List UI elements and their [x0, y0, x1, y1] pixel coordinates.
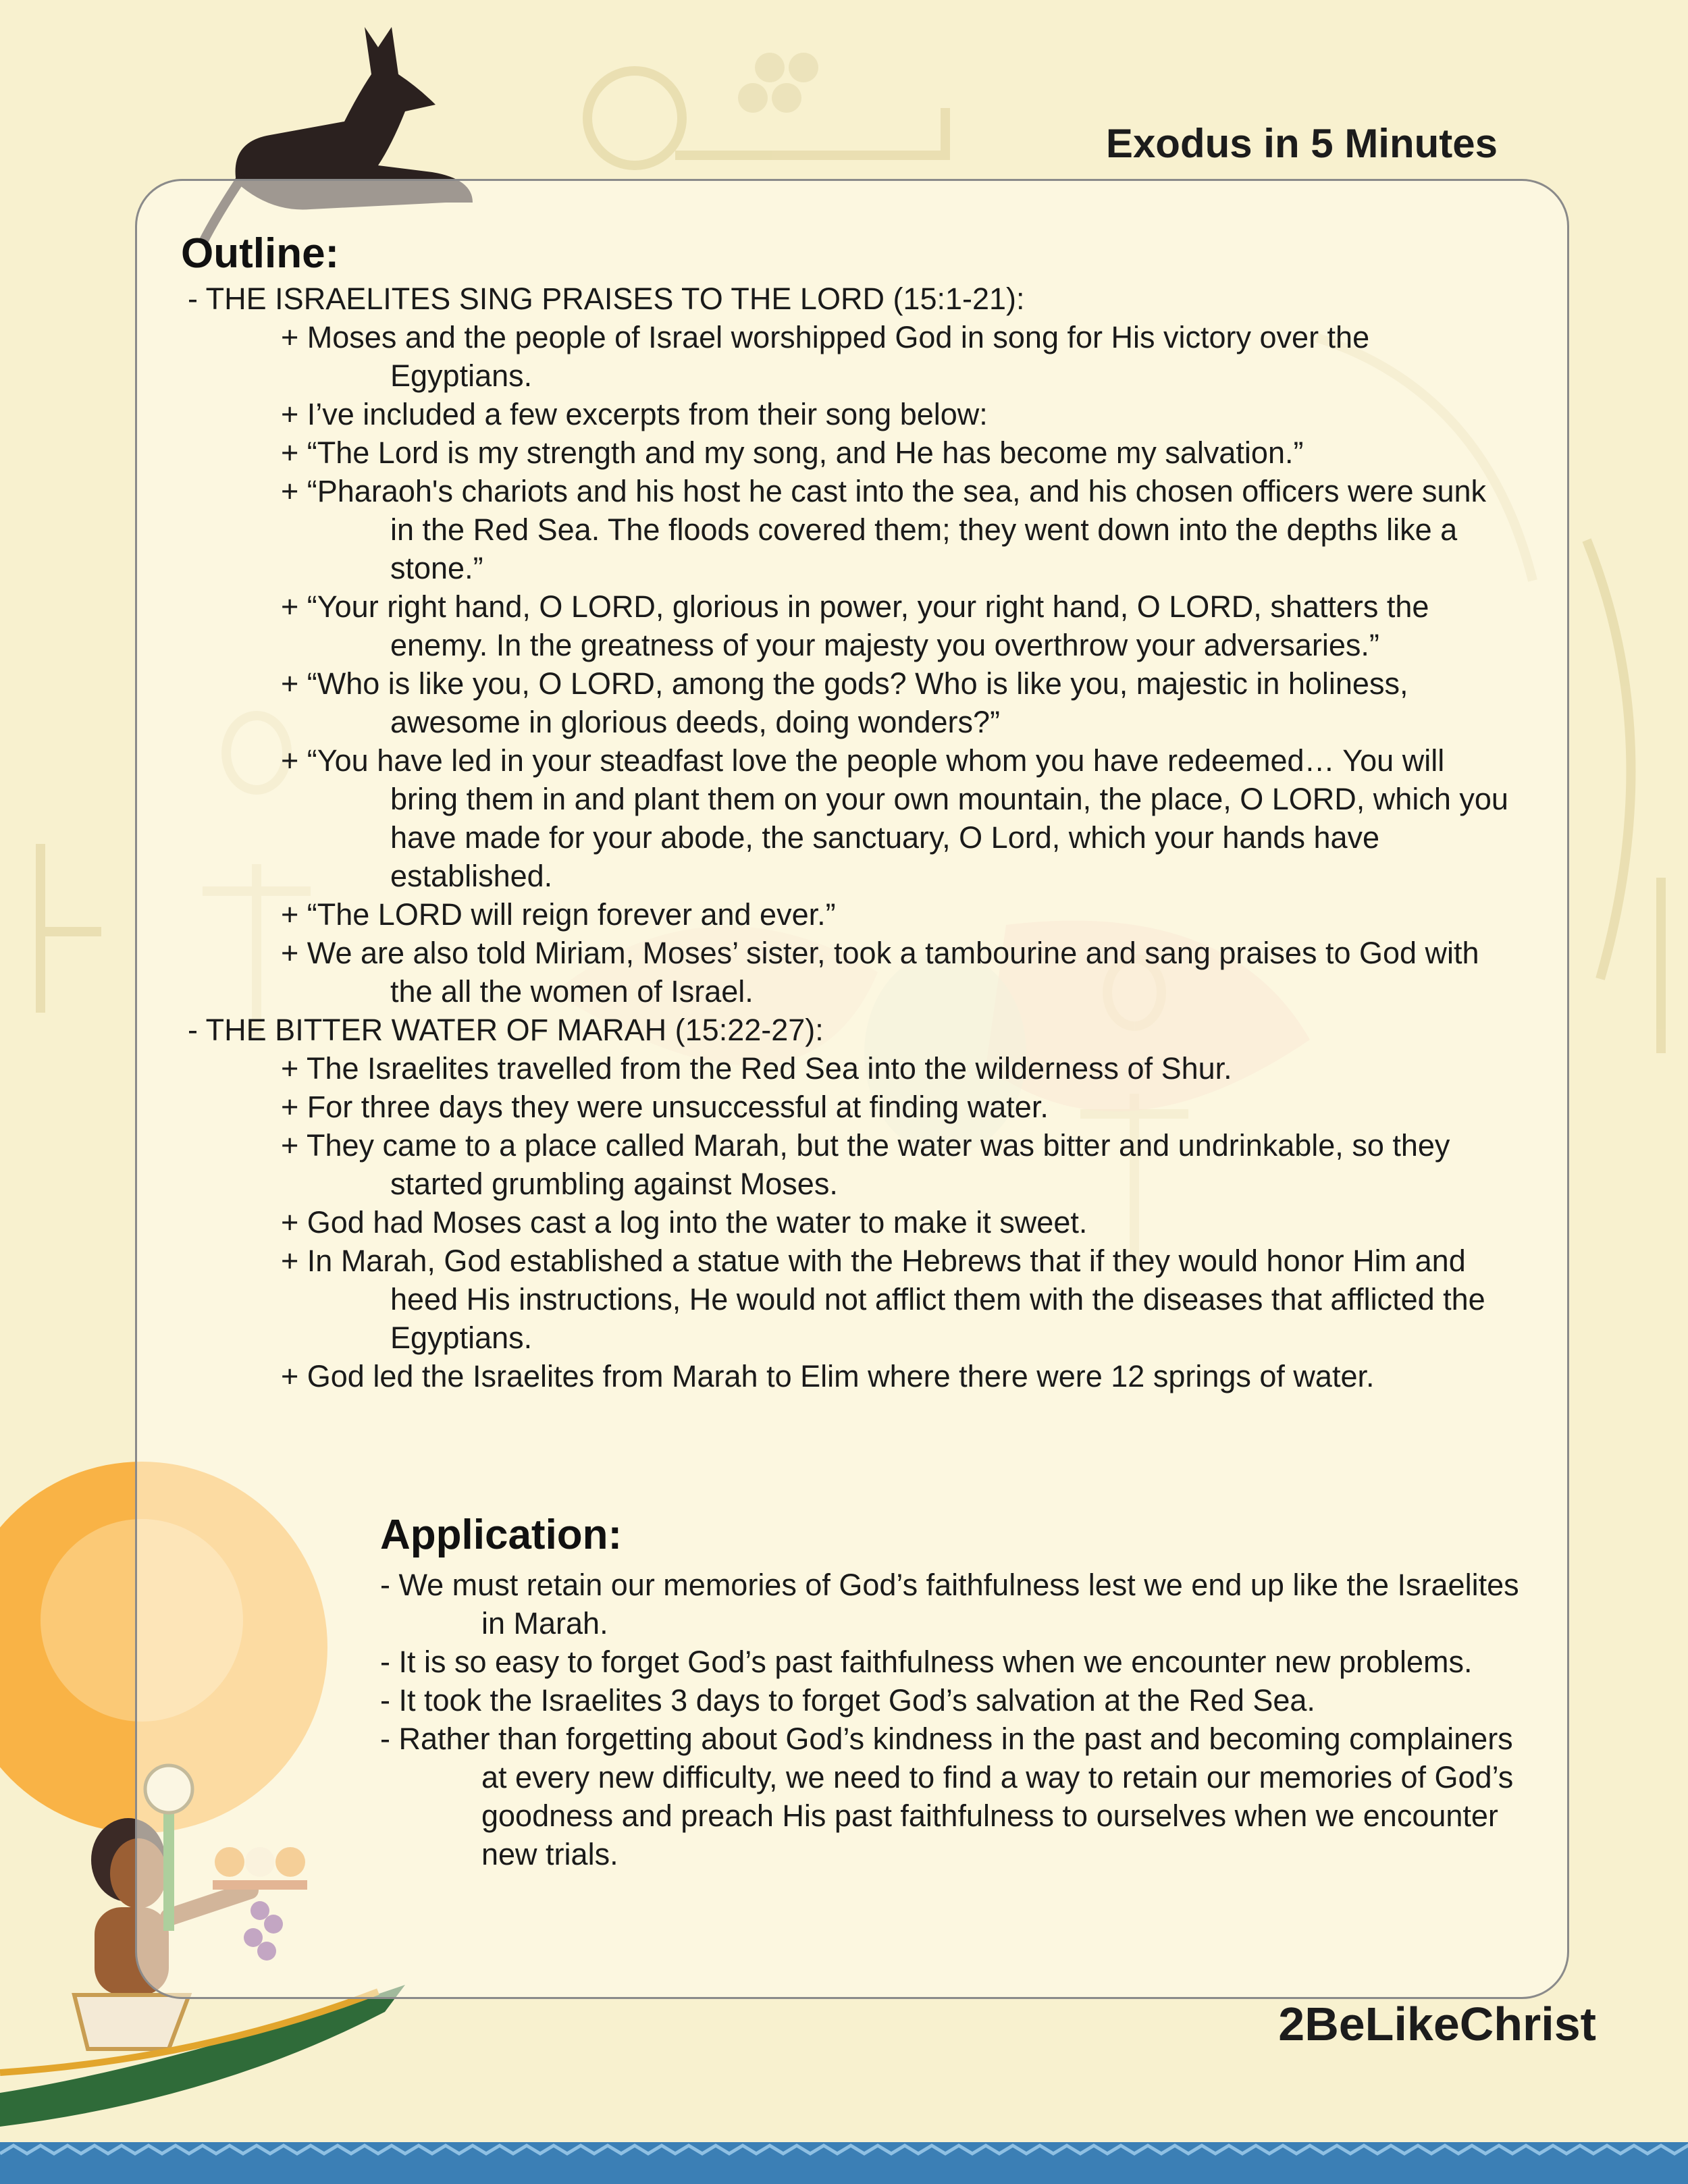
- outline-bullet: + They came to a place called Marah, but the water was bitter and undrinkable, so they started grumbling against Moses.: [281, 1128, 1450, 1201]
- outline-bullet: + In Marah, God established a statue with the Hebrews that if they would honor Him and heed His instructions, He would not afflict them with the diseases that afflicted the Egyptians.: [281, 1244, 1485, 1355]
- outline-heading: Outline:: [181, 230, 340, 277]
- outline-bullet: + “Pharaoh's chariots and his host he cast into the sea, and his chosen officers were sunk in the Red Sea. The floods covered them; they went down into the depths like a stone.”: [281, 474, 1487, 585]
- outline-section-title: - THE ISRAELITES SING PRAISES TO THE LORD (15:1-21):: [188, 282, 1025, 316]
- application-bullet: - We must retain our memories of God’s faithfulness lest we end up like the Israelites in Marah.: [380, 1568, 1519, 1641]
- outline-bullet: + “You have led in your steadfast love the people whom you have redeemed… You will bring them in and plant them on your own mountain, the place, O LORD, which you have made for your abode, the sanctuary, O Lord, which your hands have established.: [281, 743, 1508, 893]
- page-title: Exodus in 5 Minutes: [1105, 121, 1498, 166]
- application-body: [380, 1566, 1528, 1873]
- outline-bullet: + “Who is like you, O LORD, among the gods? Who is like you, majestic in holiness, awesome in glorious deeds, doing wonders?”: [281, 666, 1408, 739]
- application-heading: Application:: [380, 1512, 623, 1558]
- outline-bullet: + The Israelites travelled from the Red Sea into the wilderness of Shur.: [281, 1051, 1232, 1086]
- outline-bullet: + We are also told Miriam, Moses’ sister, took a tambourine and sang praises to God with the all the women of Israel.: [281, 936, 1479, 1009]
- outline-bullet: + Moses and the people of Israel worshipped God in song for His victory over the Egyptians.: [281, 320, 1370, 393]
- application-bullet: - It took the Israelites 3 days to forget God’s salvation at the Red Sea.: [380, 1683, 1315, 1717]
- outline-bullet: + “Your right hand, O LORD, glorious in power, your right hand, O LORD, shatters the enemy. In the greatness of your majesty you overthrow your adversaries.”: [281, 589, 1429, 662]
- application-bullet: - Rather than forgetting about God’s kindness in the past and becoming complainers at every new difficulty, we need to find a way to retain our memories of God’s goodness and preach His past faithfulness to ourselves when we encounter new trials.: [380, 1722, 1514, 1871]
- outline-bullet: + I’ve included a few excerpts from their song below:: [281, 397, 988, 431]
- outline-bullet: + For three days they were unsuccessful at finding water.: [281, 1090, 1049, 1124]
- application-bullet: - It is so easy to forget God’s past faithfulness when we encounter new problems.: [380, 1645, 1473, 1679]
- outline-section-title: - THE BITTER WATER OF MARAH (15:22-27):: [188, 1013, 824, 1047]
- outline-bullet: + God had Moses cast a log into the water to make it sweet.: [281, 1205, 1088, 1240]
- outline-bullet: + “The Lord is my strength and my song, and He has become my salvation.”: [281, 435, 1304, 470]
- outline-body: [181, 279, 1518, 1395]
- outline-bullet: + “The LORD will reign forever and ever.”: [281, 897, 836, 932]
- outline-bullet: + God led the Israelites from Marah to Elim where there were 12 springs of water.: [281, 1359, 1375, 1393]
- brand-logo-text: 2BeLikeChrist: [1278, 1998, 1596, 2050]
